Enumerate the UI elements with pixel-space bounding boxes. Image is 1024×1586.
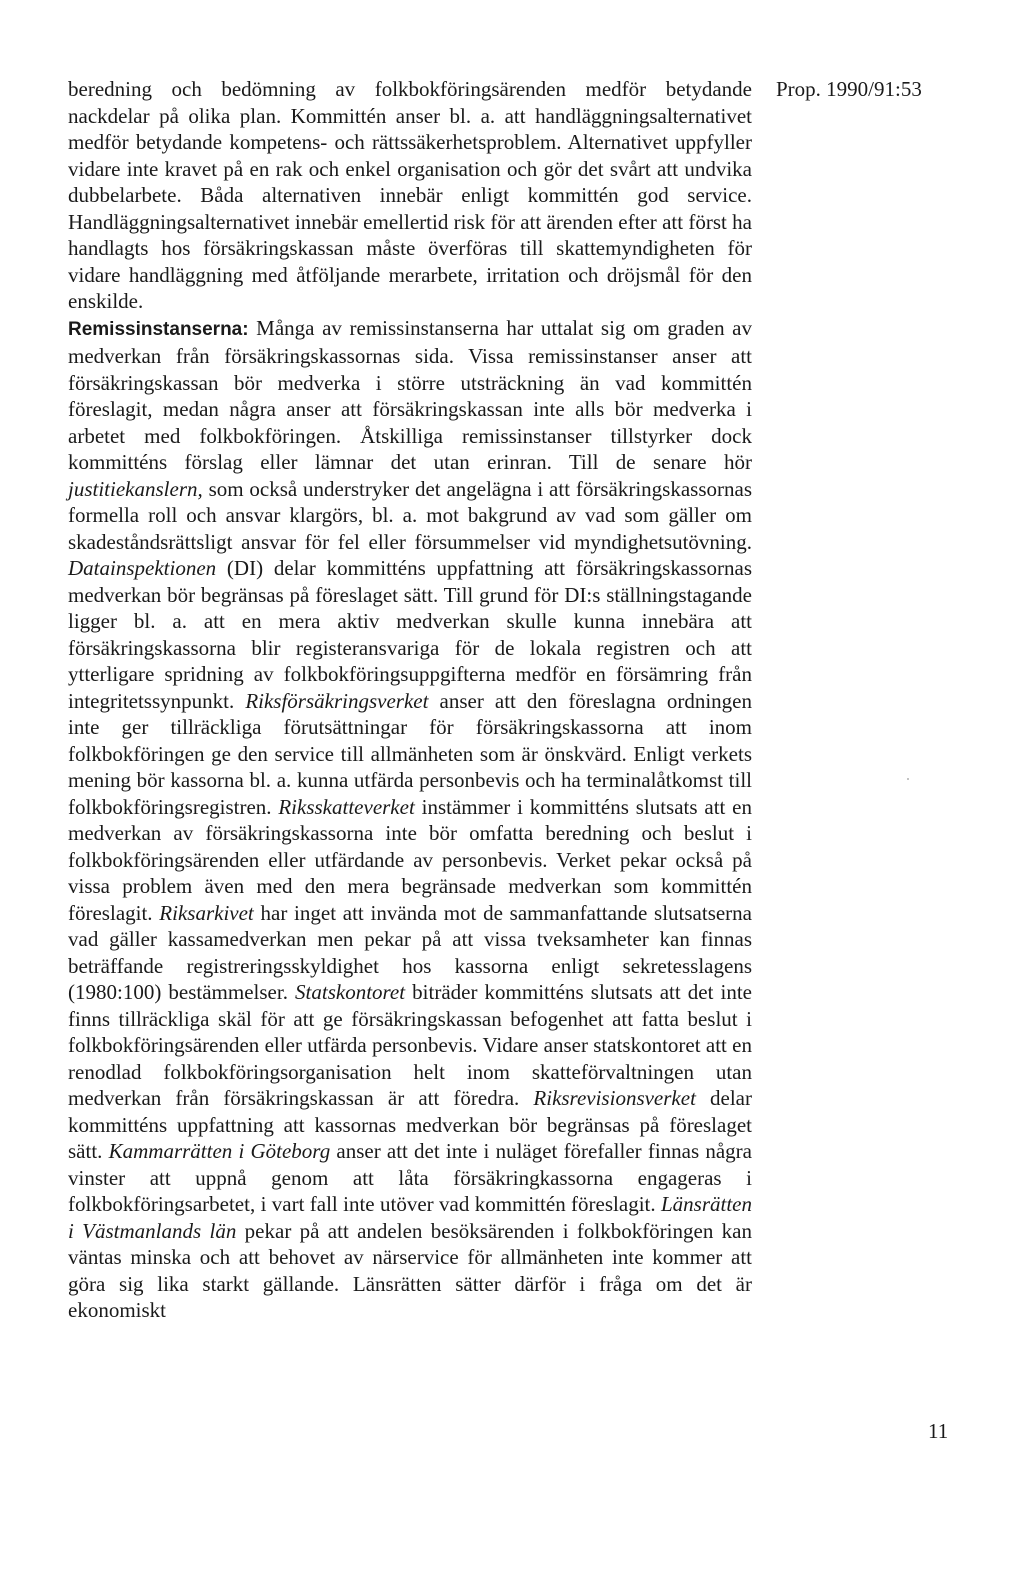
text-segment: Många av remissinstanserna har uttalat sig om graden av medverkan från försäkringskassornas sida. Vissa remissinstanser anser att försäkringskassan bör medverka i större utsträckning än vad kommittén föreslagit, medan några anser att försäkringskassan inte alls bör medverka i arbetet med folkbokföringen. Åtskilliga remissinstanser tillstyrker dock kommitténs förslag eller lämnar det utan erinran. Till de senare hör <box>68 315 752 474</box>
org-name-justitiekanslern: justitiekanslern, <box>68 476 203 501</box>
paragraph-referral-bodies <box>68 315 752 1324</box>
org-name-riksskatteverket: Riksskatteverket <box>278 794 415 819</box>
proposition-number: Prop. 1990/91:53 <box>776 77 922 101</box>
org-name-lansratten-vastmanland: Länsrätten i Västmanlands län <box>68 1192 752 1243</box>
org-name-riksrevisionsverket: Riksrevisionsverket <box>533 1086 696 1110</box>
org-name-riksarkivet: Riksarkivet <box>159 900 254 925</box>
org-name-riksforsakringsverket: Riksförsäkringsverket <box>245 688 429 713</box>
text-segment: som också understryker det angelägna i att försäkringskassornas formella roll och ansvar klargörs, bl. a. mot bakgrund av vad som gäller om skadeståndsrättsligt ansvar för fel eller försummelser vid myndighetsutövning. <box>68 476 752 554</box>
text-segment: anser att den föreslagna ordningen inte ger tillräckliga förutsättningar för försäkringskassorna att inom folkbokföringen ge den service till allmänheten som är önskvärd. Enligt verkets mening bör kassorna bl. a. kunna utfärda personbevis och ha terminalåtkomst till folkbokföringsregistren. <box>68 688 752 819</box>
section-lead-term: Remissinstanserna: <box>68 318 249 340</box>
text-segment: instämmer i kommitténs slutsats att en medverkan av försäkringskassorna inte bör omfatta beredning och beslut i folkbokföringsärenden eller utfärdande av personbevis. Verket pekar också på vissa problem även med den mera begränsade medverkan som kommittén föreslagit. <box>68 794 752 925</box>
org-name-statskontoret: Statskontoret <box>295 980 406 1004</box>
text-segment: har inget att invända mot de sammanfattande slutsatserna vad gäller kassamedverkan men pekar på att vissa tveksamheter kan finnas beträffande registreringsskyldighet hos kassorna enligt sekretesslagens (1980:100) bestämmelser. <box>68 900 752 1004</box>
text-segment: anser att det inte i nuläget förefaller finnas några vinster att uppnå genom att låta försäkringkassorna engageras i folkbokföringsarbetet, i vart fall inte utöver vad kommittén föreslagit. <box>68 1139 752 1216</box>
text-segment: delar kommitténs uppfattning att kassornas medverkan bör begränsas på föreslaget sätt. <box>68 1086 752 1163</box>
org-name-kammarratten-goteborg: Kammarrätten i Göteborg <box>108 1139 331 1163</box>
body-text <box>68 76 752 1324</box>
paragraph-committee-assessment: beredning och bedömning av folkbokföringsärenden medför betydande nackdelar på olika plan. Kommittén anser bl. a. att handläggningsalternativet medför betydande kompetens- och rättssäkerhetsproblem. Alternativet uppfyller vidare inte kravet på en rak och enkel organisation och gör det svårt att undvika dubbelarbete. Båda alternativen innebär enligt kommittén god service. Handläggningsalternativet innebär emellertid risk för att ärenden efter att först ha handlagts hos försäkringskassan måste överföras till skattemyndigheten för vidare handläggning med åtföljande merarbete, irritation och dröjsmål för den enskilde. <box>68 77 752 313</box>
org-name-datainspektionen: Datainspektionen <box>68 556 217 580</box>
page-number: 11 <box>928 1419 949 1443</box>
scan-speck <box>907 778 909 780</box>
text-segment: biträder kommitténs slutsats att det inte finns tillräckliga skäl för att ge försäkringskassan befogenhet att fatta beslut i folkbokföringsärenden eller utfärda personbevis. Vidare anser statskontoret att en renodlad folkbokföringsorganisation helt inom skatteförvaltningen utan medverkan från försäkringskassan är att föredra. <box>68 980 752 1110</box>
text-segment: pekar på att andelen besöksärenden i folkbokföringen kan väntas minska och att behovet av närservice för allmänheten inte kommer att göra sig lika starkt gällande. Länsrätten sätter därför i fråga om det är ekonomiskt <box>68 1218 752 1322</box>
text-segment: (DI) delar kommitténs uppfattning att försäkringskassornas medverkan bör begränsas på föreslaget sätt. Till grund för DI:s ställningstagande ligger bl. a. att en mera aktiv medverkan skulle kunna innebära att försäkringskassorna blir registeransvariga för de lokala registren och att ytterligare spridning av folkbokföringsuppgifterna medför en försämring från integritetssynpunkt. <box>68 556 752 713</box>
